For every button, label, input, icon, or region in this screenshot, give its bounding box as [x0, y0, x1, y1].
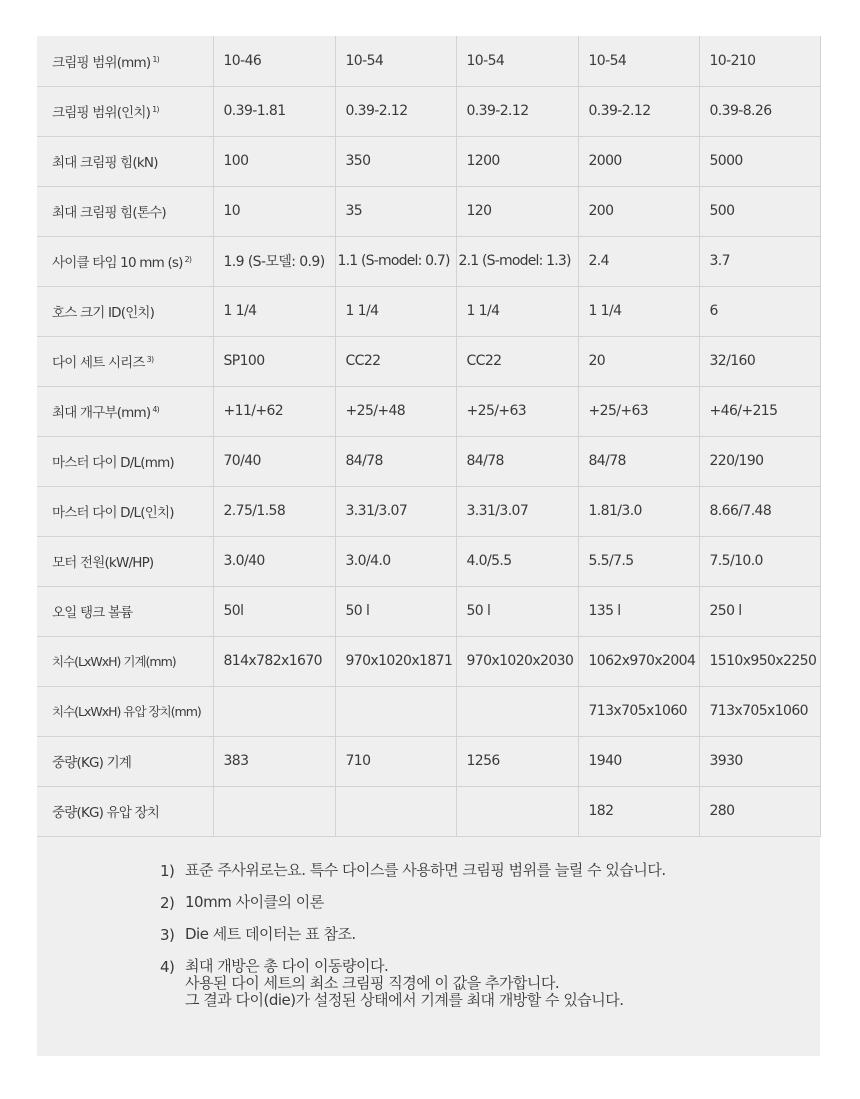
row-label-text: 크림핑 범위(인치)	[52, 105, 151, 121]
table-cell: 2.75/1.58	[213, 486, 335, 536]
footnote-marker: 1)	[152, 105, 159, 114]
table-row	[37, 436, 820, 486]
table-cell: +46/+215	[699, 386, 820, 436]
table-cell: 0.39-2.12	[578, 86, 699, 136]
table-row	[37, 586, 820, 636]
row-label-text: 치수(LxWxH) 기계(mm)	[52, 654, 176, 669]
table-cell: 8.66/7.48	[699, 486, 820, 536]
row-label	[37, 386, 213, 436]
row-label-text: 호스 크기 ID(인치)	[52, 305, 155, 321]
footnote-number: 4)	[160, 958, 175, 976]
table-cell: 6	[699, 286, 820, 336]
table-cell: 84/78	[335, 436, 456, 486]
row-label-text: 모터 전원(kW/HP)	[52, 555, 154, 571]
table-row	[37, 386, 820, 436]
footnote-item	[160, 958, 800, 1009]
table-cell: 3930	[699, 736, 820, 786]
table-row	[37, 636, 820, 686]
table-cell: 280	[699, 786, 820, 836]
table-cell: 814x782x1670	[213, 636, 335, 686]
footnote-item	[160, 862, 800, 880]
row-label	[37, 186, 213, 236]
table-cell: 10-54	[456, 36, 578, 86]
table-cell: 100	[213, 136, 335, 186]
table-cell: 1200	[456, 136, 578, 186]
table-cell: 5000	[699, 136, 820, 186]
table-cell: 182	[578, 786, 699, 836]
table-cell: 10-46	[213, 36, 335, 86]
table-row	[37, 286, 820, 336]
row-label	[37, 686, 213, 736]
row-label-text: 중량(KG) 기계	[52, 755, 132, 771]
table-row	[37, 536, 820, 586]
row-label	[37, 736, 213, 786]
footnote-line: Die 세트 데이터는 표 참조.	[185, 925, 356, 943]
table-row	[37, 686, 820, 736]
row-label-text: 치수(LxWxH) 유압 장치(mm)	[52, 704, 201, 719]
row-label	[37, 586, 213, 636]
table-cell: 50 l	[456, 586, 578, 636]
table-cell: 1.9 (S-모델: 0.9)	[213, 236, 335, 286]
row-label	[37, 436, 213, 486]
table-cell: 4.0/5.5	[456, 536, 578, 586]
table-row	[37, 36, 820, 86]
row-label-text: 다이 세트 시리즈	[52, 355, 145, 371]
table-cell: 0.39-1.81	[213, 86, 335, 136]
footnote-line: 사용된 다이 세트의 최소 크림핑 직경에 이 값을 추가합니다.	[185, 974, 560, 992]
table-cell: 3.0/4.0	[335, 536, 456, 586]
table-cell: 0.39-8.26	[699, 86, 820, 136]
table-cell: 70/40	[213, 436, 335, 486]
table-row	[37, 336, 820, 386]
table-cell: 713x705x1060	[699, 686, 820, 736]
row-label	[37, 236, 213, 286]
footnote-line: 10mm 사이클의 이론	[185, 893, 324, 911]
table-cell: CC22	[456, 336, 578, 386]
footnote-number: 2)	[160, 894, 175, 912]
footnote-line: 표준 주사위로는요. 특수 다이스를 사용하면 크림핑 범위를 늘릴 수 있습니다.	[185, 861, 666, 879]
footnote-number: 1)	[160, 862, 175, 880]
table-cell: SP100	[213, 336, 335, 386]
table-cell: CC22	[335, 336, 456, 386]
table-row	[37, 486, 820, 536]
table-cell: 2.4	[578, 236, 699, 286]
footnote-marker: 3)	[146, 355, 154, 364]
footnote-text	[185, 862, 666, 880]
table-cell: 1 1/4	[335, 286, 456, 336]
row-label-text: 최대 크림핑 힘(톤수)	[52, 205, 166, 221]
table-cell: 10	[213, 186, 335, 236]
row-label	[37, 536, 213, 586]
spec-panel	[37, 36, 820, 1056]
row-label	[37, 336, 213, 386]
spec-table-body	[37, 36, 820, 836]
footnote-marker: 1)	[152, 54, 159, 64]
table-cell: 200	[578, 186, 699, 236]
table-row	[37, 136, 820, 186]
table-cell: 3.31/3.07	[335, 486, 456, 536]
footnote-text	[185, 958, 624, 1009]
table-cell	[335, 786, 456, 836]
spec-table	[37, 36, 821, 837]
table-cell: 35	[335, 186, 456, 236]
row-label-text: 최대 개구부(mm)	[52, 405, 151, 421]
table-row	[37, 736, 820, 786]
table-cell: 2.1 (S-model: 1.3)	[456, 236, 578, 286]
row-label	[37, 486, 213, 536]
table-cell: 250 l	[699, 586, 820, 636]
table-cell	[456, 686, 578, 736]
table-cell	[213, 786, 335, 836]
table-cell: 3.31/3.07	[456, 486, 578, 536]
table-row	[37, 786, 820, 836]
table-cell: 970x1020x1871	[335, 636, 456, 686]
table-cell: 1510x950x2250	[699, 636, 820, 686]
table-cell: 20	[578, 336, 699, 386]
table-cell: 32/160	[699, 336, 820, 386]
table-cell: 713x705x1060	[578, 686, 699, 736]
table-cell: 10-54	[335, 36, 456, 86]
table-cell: 84/78	[578, 436, 699, 486]
table-cell: 970x1020x2030	[456, 636, 578, 686]
table-cell: 10-210	[699, 36, 820, 86]
table-cell: 0.39-2.12	[335, 86, 456, 136]
row-label-text: 오일 탱크 볼륨	[52, 605, 133, 621]
table-cell: 1 1/4	[456, 286, 578, 336]
footnote-line: 최대 개방은 총 다이 이동량이다.	[185, 957, 389, 975]
table-row	[37, 86, 820, 136]
row-label	[37, 136, 213, 186]
table-cell: 3.7	[699, 236, 820, 286]
table-row	[37, 236, 820, 286]
row-label-text: 최대 크림핑 힘(kN)	[52, 155, 158, 171]
footnote-number: 3)	[160, 926, 175, 944]
table-cell: 1 1/4	[213, 286, 335, 336]
row-label	[37, 286, 213, 336]
table-cell: 1062x970x2004	[578, 636, 699, 686]
footnote-marker: 4)	[152, 405, 159, 414]
footnote-text	[185, 926, 356, 944]
table-cell: 10-54	[578, 36, 699, 86]
table-cell: 120	[456, 186, 578, 236]
row-label-text: 마스터 다이 D/L(mm)	[52, 455, 174, 471]
row-label	[37, 36, 213, 86]
table-cell: 1.81/3.0	[578, 486, 699, 536]
footnote-item	[160, 894, 800, 912]
table-cell	[335, 686, 456, 736]
table-cell: 1940	[578, 736, 699, 786]
table-cell	[456, 786, 578, 836]
table-cell: 1 1/4	[578, 286, 699, 336]
table-cell: 7.5/10.0	[699, 536, 820, 586]
table-cell: 3.0/40	[213, 536, 335, 586]
table-cell: 500	[699, 186, 820, 236]
row-label	[37, 786, 213, 836]
table-cell: 220/190	[699, 436, 820, 486]
table-cell: +25/+48	[335, 386, 456, 436]
table-cell: 50 l	[335, 586, 456, 636]
row-label-text: 크림핑 범위(mm)	[52, 54, 151, 71]
row-label	[37, 636, 213, 686]
footnote-marker: 2)	[184, 255, 192, 264]
table-cell: 710	[335, 736, 456, 786]
table-cell: 350	[335, 136, 456, 186]
table-cell: 135 l	[578, 586, 699, 636]
row-label-text: 마스터 다이 D/L(인치)	[52, 505, 174, 521]
table-cell: +25/+63	[578, 386, 699, 436]
table-cell: 1256	[456, 736, 578, 786]
footnote-item	[160, 926, 800, 944]
table-cell: 5.5/7.5	[578, 536, 699, 586]
footnotes	[160, 862, 800, 1023]
table-cell: 0.39-2.12	[456, 86, 578, 136]
footnote-text	[185, 894, 324, 912]
table-cell	[213, 686, 335, 736]
table-row	[37, 186, 820, 236]
row-label	[37, 86, 213, 136]
row-label-text: 사이클 타임 10 mm (s)	[52, 255, 183, 271]
footnote-line: 그 결과 다이(die)가 설정된 상태에서 기계를 최대 개방할 수 있습니다.	[185, 991, 624, 1009]
row-label-text: 중량(KG) 유압 장치	[52, 805, 160, 821]
table-cell: +25/+63	[456, 386, 578, 436]
table-cell: 383	[213, 736, 335, 786]
table-cell: 2000	[578, 136, 699, 186]
table-cell: 50l	[213, 586, 335, 636]
table-cell: 84/78	[456, 436, 578, 486]
table-cell: +11/+62	[213, 386, 335, 436]
table-cell: 1.1 (S-model: 0.7)	[335, 236, 456, 286]
